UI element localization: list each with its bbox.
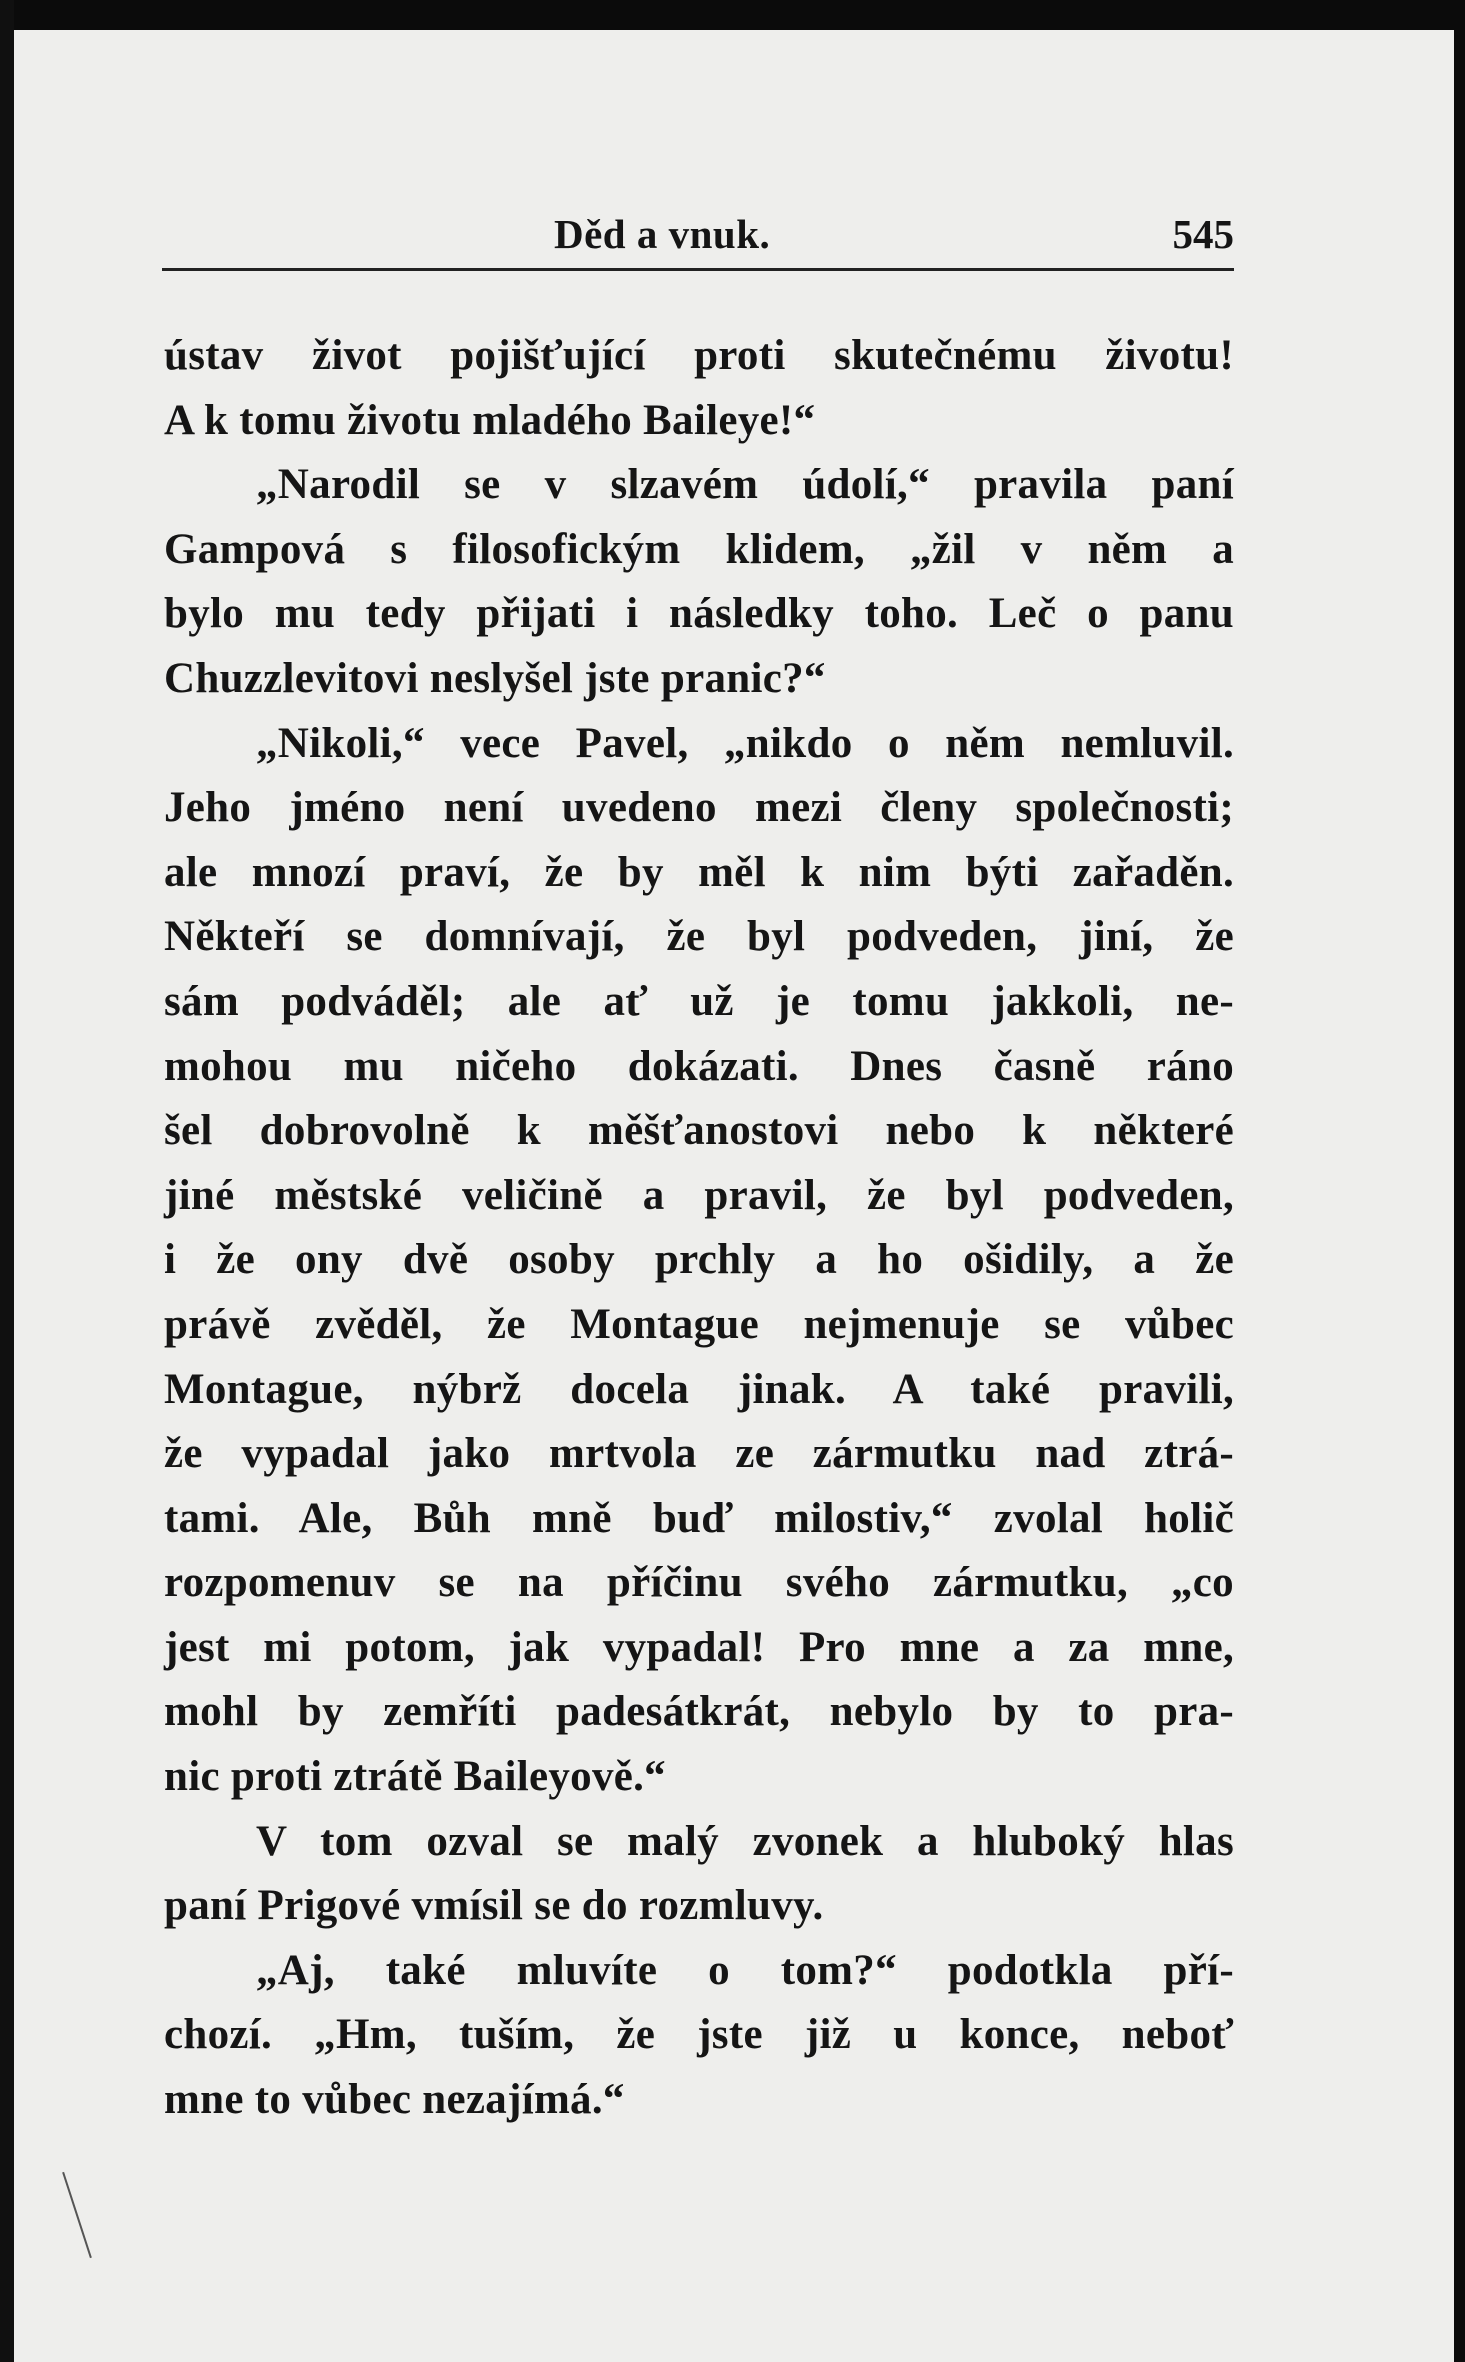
- text-line: ale mnozí praví, že by měl k nim býti zařaděn.: [164, 848, 1234, 896]
- text-line: jest mi potom, jak vypadal! Pro mne a za mne,: [164, 1623, 1234, 1671]
- text-line: „Aj, také mluvíte o tom?“ podotkla pří-: [256, 1946, 1234, 1994]
- text-line: bylo mu tedy přijati i následky toho. Leč o panu: [164, 590, 1234, 638]
- text-line: jiné městské veličině a pravil, že byl podveden,: [164, 1171, 1234, 1219]
- text-line: „Narodil se v slzavém údolí,“ pravila paní: [256, 461, 1234, 509]
- page-content: [164, 180, 1234, 2133]
- body-text: [164, 324, 1234, 2133]
- text-line: Gampová s filosofickým klidem, „žil v něm a: [164, 525, 1234, 573]
- text-line: V tom ozval se malý zvonek a hluboký hlas: [256, 1817, 1234, 1865]
- text-line: mne to vůbec nezajímá.“: [164, 2076, 625, 2124]
- text-line: mohou mu ničeho dokázati. Dnes časně ráno: [164, 1042, 1234, 1090]
- text-line: „Nikoli,“ vece Pavel, „nikdo o něm nemluvil.: [256, 719, 1234, 767]
- text-line: Někteří se domnívají, že byl podveden, jiní, že: [164, 913, 1234, 961]
- facing-page-edge: [0, 0, 14, 2362]
- page-number: 545: [1172, 211, 1234, 257]
- text-line: ústav život pojišťující proti skutečnému životu!: [164, 332, 1234, 379]
- text-line: mohl by zemříti padesátkrát, nebylo by to pra-: [164, 1688, 1234, 1736]
- text-line: rozpomenuv se na příčinu svého zármutku, „co: [164, 1559, 1234, 1607]
- running-head-title: Děd a vnuk.: [554, 211, 771, 257]
- text-line: Chuzzlevitovi neslyšel jste pranic?“: [164, 654, 826, 702]
- text-line: že vypadal jako mrtvola ze zármutku nad ztrá-: [164, 1430, 1234, 1478]
- text-line: Montague, nýbrž docela jinak. A také pravili,: [164, 1365, 1234, 1413]
- text-line: paní Prigové vmísil se do rozmluvy.: [164, 1882, 824, 1930]
- text-line: šel dobrovolně k měšťanostovi nebo k některé: [164, 1107, 1234, 1155]
- text-line: Jeho jméno není uvedeno mezi členy společnosti;: [164, 784, 1234, 832]
- scan-scratch-mark: [62, 2172, 92, 2258]
- text-line: sám podváděl; ale ať už je tomu jakkoli, ne-: [164, 977, 1234, 1025]
- text-line: tami. Ale, Bůh mně buď milostiv,“ zvolal holič: [164, 1494, 1234, 1542]
- text-line: i že ony dvě osoby prchly a ho ošidily, a že: [164, 1236, 1234, 1284]
- text-line: chozí. „Hm, tuším, že jste již u konce, neboť: [164, 2011, 1234, 2059]
- running-header: [164, 180, 1234, 270]
- text-line: právě zvěděl, že Montague nejmenuje se vůbec: [164, 1300, 1234, 1348]
- text-line: nic proti ztrátě Baileyově.“: [164, 1753, 666, 1801]
- text-line: A k tomu životu mladého Baileye!“: [164, 396, 816, 444]
- header-rule: [162, 268, 1234, 271]
- page-sheet: [14, 30, 1454, 2362]
